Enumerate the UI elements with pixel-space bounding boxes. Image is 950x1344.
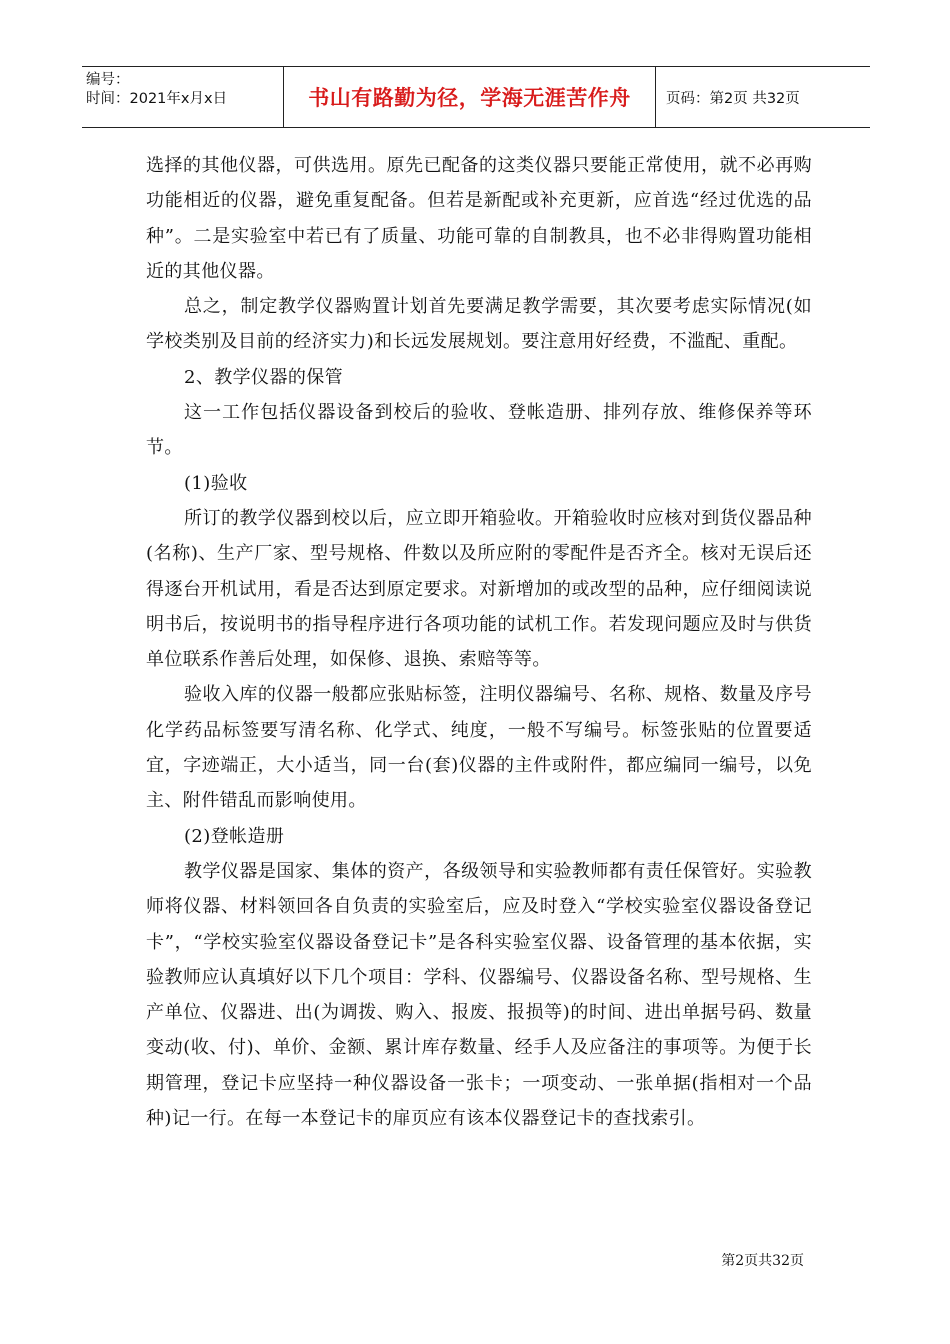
header-motto-cell [284, 67, 656, 127]
section-heading: 2、教学仪器的保管 [184, 366, 344, 388]
header-info-cell [82, 67, 284, 127]
document-body [146, 148, 812, 1136]
subsection-heading: (2)登帐造册 [184, 825, 285, 847]
motto-text: 书山有路勤为径，学海无涯苦作舟 [308, 86, 631, 110]
paragraph: 选择的其他仪器，可供选用。原先已配备的这类仪器只要能正常使用，就不必再购功能相近的仪器，避免重复配备。但若是新配或补充更新，应首选“经过优选的品种”。二是实验室中若已有了质量、功能可靠的自制教具，也不必非得购置功能相近的其他仪器。 [146, 155, 812, 282]
paragraph: 教学仪器是国家、集体的资产，各级领导和实验教师都有责任保管好。实验教师将仪器、材料领回各自负责的实验室后，应及时登入“学校实验室仪器设备登记卡”，“学校实验室仪器设备登记卡”是各科实验室仪器、设备管理的基本依据，实验教师应认真填好以下几个项目：学科、仪器编号、仪器设备名称、型号规格、生产单位、仪器进、出(为调拨、购入、报废、报损等)的时间、进出单据号码、数量变动(收、付)、单价、金额、累计库存数量、经手人及应备注的事项等。为便于长期管理，登记卡应坚持一种仪器设备一张卡；一项变动、一张单据(指相对一个品种)记一行。在每一本登记卡的扉页应有该本仪器登记卡的查找索引。 [146, 860, 812, 1130]
paragraph: 所订的教学仪器到校以后，应立即开箱验收。开箱验收时应核对到货仪器品种(名称)、生产厂家、型号规格、件数以及所应附的零配件是否齐全。核对无误后还得逐台开机试用，看是否达到原定要求。对新增加的或改型的品种，应仔细阅读说明书后，按说明书的指导程序进行各项功能的试机工作。若发现问题应及时与供货单位联系作善后处理，如保修、退换、索赔等等。 [146, 507, 812, 671]
number-label: 编号： [86, 72, 130, 88]
page-number-label: 页码：第2页 共32页 [666, 90, 800, 107]
paragraph: 这一工作包括仪器设备到校后的验收、登帐造册、排列存放、维修保养等环节。 [146, 402, 812, 459]
page-header [82, 66, 870, 128]
paragraph: 总之，制定教学仪器购置计划首先要满足教学需要，其次要考虑实际情况(如学校类别及目前的经济实力)和长远发展规划。要注意用好经费，不滥配、重配。 [146, 296, 812, 353]
header-page-cell [656, 67, 870, 127]
page-footer: 第2页共32页 [721, 1253, 804, 1269]
subsection-heading: (1)验收 [184, 472, 248, 494]
date-label: 时间：2021年x月x日 [86, 91, 228, 107]
paragraph: 验收入库的仪器一般都应张贴标签，注明仪器编号、名称、规格、数量及序号化学药品标签要写清名称、化学式、纯度，一般不写编号。标签张贴的位置要适宜，字迹端正，大小适当，同一台(套)仪器的主件或附件，都应编同一编号，以免主、附件错乱而影响使用。 [146, 684, 812, 812]
